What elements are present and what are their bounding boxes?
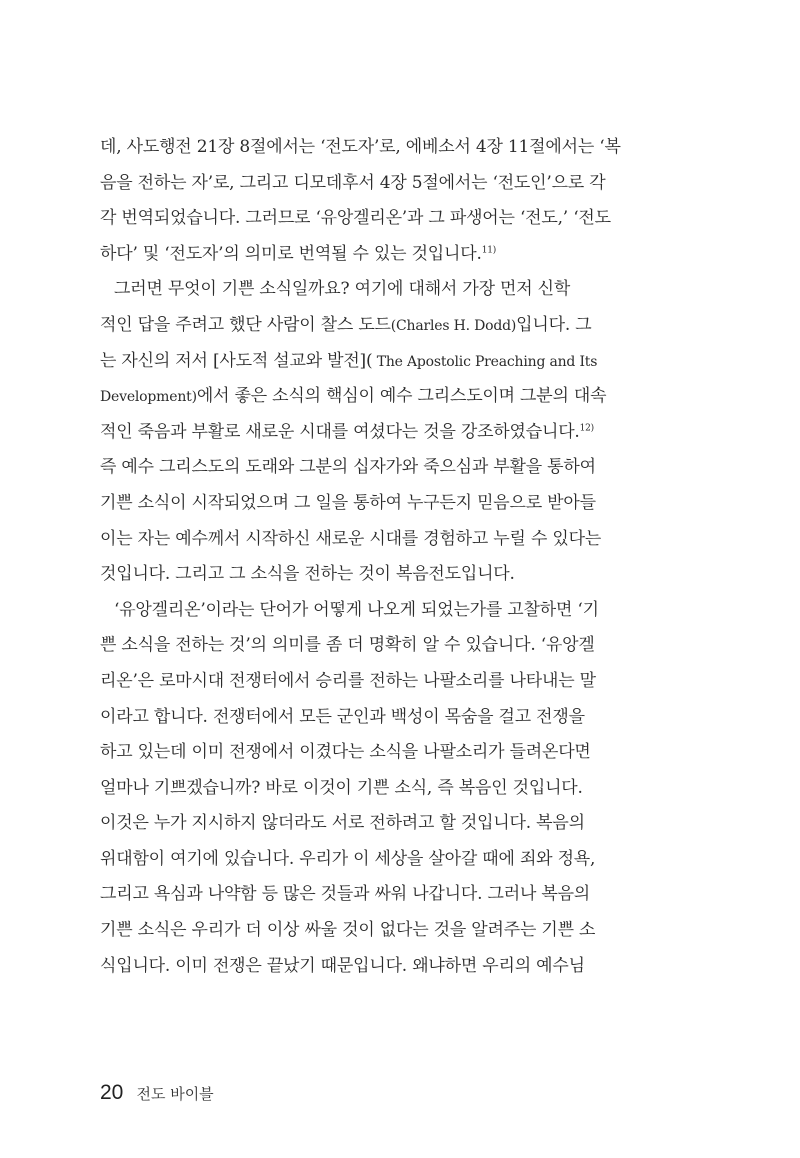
text-line <box>100 379 670 415</box>
page-footer <box>100 1078 214 1108</box>
text-line <box>100 415 670 451</box>
text-line: 즉 예수 그리스도의 도래와 그분의 십자가와 죽으심과 부활을 통하여 <box>100 457 596 478</box>
paragraph-start-line: ‘유앙겔리온’이라는 단어가 어떻게 나오게 되었는가를 고찰하면 ‘기 <box>114 599 599 620</box>
text-line: 위대함이 여기에 있습니다. 우리가 이 세상을 살아갈 때에 죄와 정욕, <box>100 848 596 869</box>
body-text <box>100 130 670 984</box>
text-line: 데, 사도행전 21장 8절에서는 ‘전도자’로, 에베소서 4장 11절에서는 ‘복 <box>100 137 621 157</box>
text-line <box>100 237 670 273</box>
text-line: 이것은 누가 지시하지 않더라도 서로 전하려고 할 것입니다. 복음의 <box>100 813 585 834</box>
book-title-english-cont: Development) <box>100 389 197 406</box>
text-line <box>100 308 670 344</box>
text-line: 기쁜 소식이 시작되었으며 그 일을 통하여 누구든지 믿음으로 받아들 <box>100 492 596 513</box>
text-fragment: 적인 답을 주려고 했단 사람이 찰스 도드 <box>100 314 391 335</box>
page-number: 20 <box>100 1081 124 1104</box>
author-name-english: (Charles H. Dodd) <box>390 317 517 334</box>
text-line: 식입니다. 이미 전쟁은 끝났기 때문입니다. 왜냐하면 우리의 예수님 <box>100 955 585 976</box>
text-line: 리온’은 로마시대 전쟁터에서 승리를 전하는 나팔소리를 나타내는 말 <box>100 670 596 691</box>
text-line: 그리고 욕심과 나약함 등 많은 것들과 싸워 나갑니다. 그러나 복음의 <box>100 884 591 905</box>
paragraph-start-line: 그러면 무엇이 기쁜 소식일까요? 여기에 대해서 가장 먼저 신학 <box>114 279 571 300</box>
text-line: 음을 전하는 자’로, 그리고 디모데후서 4장 5절에서는 ‘전도인’으로 각 <box>100 172 606 193</box>
text-line: 이는 자는 예수께서 시작하신 새로운 시대를 경험하고 누릴 수 있다는 <box>100 528 602 549</box>
text-fragment: 는 자신의 저서 [사도적 설교와 발전]( <box>100 350 373 371</box>
text-fragment: 하다’ 및 ‘전도자’의 의미로 번역될 수 있는 것입니다. <box>100 243 482 264</box>
text-line: 하고 있는데 이미 전쟁에서 이겼다는 소식을 나팔소리가 들려온다면 <box>100 742 591 763</box>
text-fragment: 에서 좋은 소식의 핵심이 예수 그리스도이며 그분의 대속 <box>196 386 607 407</box>
book-title-english: The Apostolic Preaching and Its <box>372 353 598 370</box>
text-fragment: 입니다. 그 <box>516 314 592 335</box>
text-line: 각 번역되었습니다. 그러므로 ‘유앙겔리온’과 그 파생어는 ‘전도,’ ‘전도 <box>100 208 611 229</box>
text-line: 기쁜 소식은 우리가 더 이상 싸울 것이 없다는 것을 알려주는 기쁜 소 <box>100 920 596 941</box>
text-fragment: 적인 죽음과 부활로 새로운 시대를 여셨다는 것을 강조하였습니다. <box>100 421 580 442</box>
running-title: 전도 바이블 <box>136 1085 214 1103</box>
text-line: 얼마나 기쁘겠습니까? 바로 이것이 기쁜 소식, 즉 복음인 것입니다. <box>100 777 583 798</box>
text-line: 쁜 소식을 전하는 것’의 의미를 좀 더 명확히 알 수 있습니다. ‘유앙겔 <box>100 635 595 656</box>
text-line: 것입니다. 그리고 그 소식을 전하는 것이 복음전도입니다. <box>100 564 515 585</box>
footnote-marker: 12) <box>579 423 594 434</box>
footnote-marker: 11) <box>481 245 497 256</box>
text-line: 이라고 합니다. 전쟁터에서 모든 군인과 백성이 목숨을 걸고 전쟁을 <box>100 706 585 727</box>
text-line <box>100 344 670 380</box>
